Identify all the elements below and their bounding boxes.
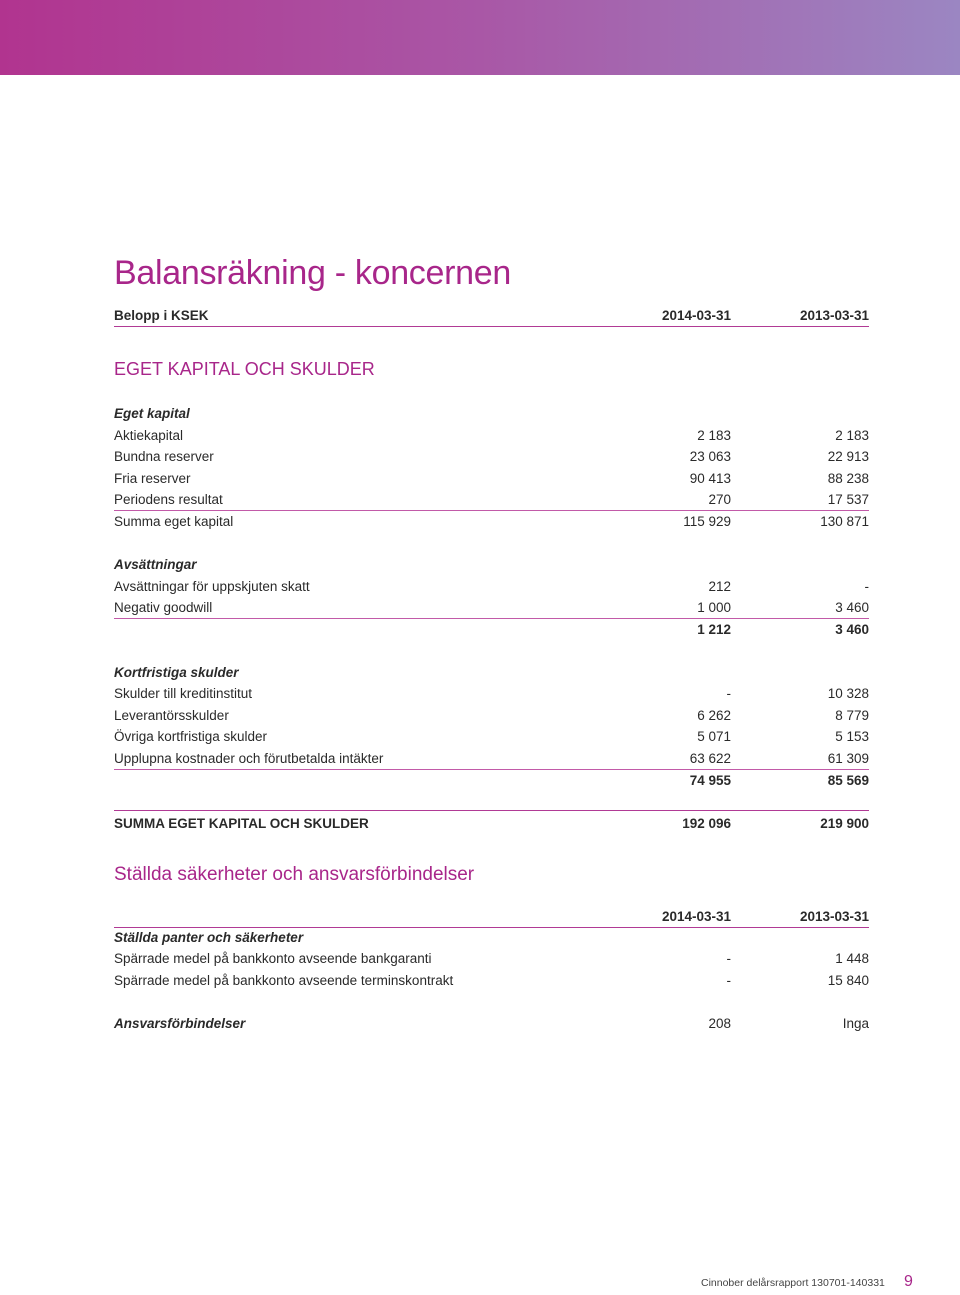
section-title-pledged-assets: Ställda säkerheter och ansvarsförbindelser (114, 864, 475, 885)
table-row: Negativ goodwill 1 000 3 460 (114, 598, 869, 619)
table-row: Avsättningar för uppskjuten skatt 212 - (114, 579, 869, 594)
table-row: Spärrade medel på bankkonto avseende terminskontrakt - 15 840 (114, 973, 869, 988)
table-header (114, 306, 869, 327)
contingent-liabilities-row: Ansvarsförbindelser 208 Inga (114, 1016, 869, 1031)
column-header-2013: 2013-03-31 (799, 308, 869, 323)
total-row-equity: Summa eget kapital 115 929 130 871 (114, 514, 869, 529)
table-header-2 (114, 907, 869, 928)
table-row: Spärrade medel på bankkonto avseende bankgaranti - 1 448 (114, 951, 869, 966)
table-row: Bundna reserver 23 063 22 913 (114, 449, 869, 464)
table-row: Periodens resultat 270 17 537 (114, 490, 869, 511)
group-heading-provisions: Avsättningar (114, 557, 197, 572)
column-header-2014: 2014-03-31 (661, 909, 731, 924)
table-row: Upplupna kostnader och förutbetalda intäkter 63 622 61 309 (114, 749, 869, 770)
amount-unit-label: Belopp i KSEK (114, 308, 209, 323)
footer-report-name: Cinnober delårsrapport 130701-140331 (701, 1277, 885, 1289)
section-title-equity-liabilities: EGET KAPITAL OCH SKULDER (114, 359, 375, 379)
table-row: Skulder till kreditinstitut - 10 328 (114, 686, 869, 701)
total-row-current-liabilities: 74 955 85 569 (689, 773, 869, 788)
table-row: Leverantörsskulder 6 262 8 779 (114, 708, 869, 723)
page-number: 9 (904, 1273, 913, 1290)
page-title: Balansräkning - koncernen (114, 254, 511, 292)
group-heading-current-liabilities: Kortfristiga skulder (114, 665, 239, 680)
grand-total-row: SUMMA EGET KAPITAL OCH SKULDER 192 096 219 900 (114, 810, 869, 833)
top-color-band (0, 0, 960, 75)
column-header-2013: 2013-03-31 (799, 909, 869, 924)
group-heading-pledges: Ställda panter och säkerheter (114, 930, 304, 945)
table-row: Aktiekapital 2 183 2 183 (114, 428, 869, 443)
table-row: Fria reserver 90 413 88 238 (114, 471, 869, 486)
group-heading-equity: Eget kapital (114, 406, 190, 421)
table-row: Övriga kortfristiga skulder 5 071 5 153 (114, 729, 869, 744)
column-header-2014: 2014-03-31 (661, 308, 731, 323)
total-row-provisions: 1 212 3 460 (697, 622, 869, 637)
